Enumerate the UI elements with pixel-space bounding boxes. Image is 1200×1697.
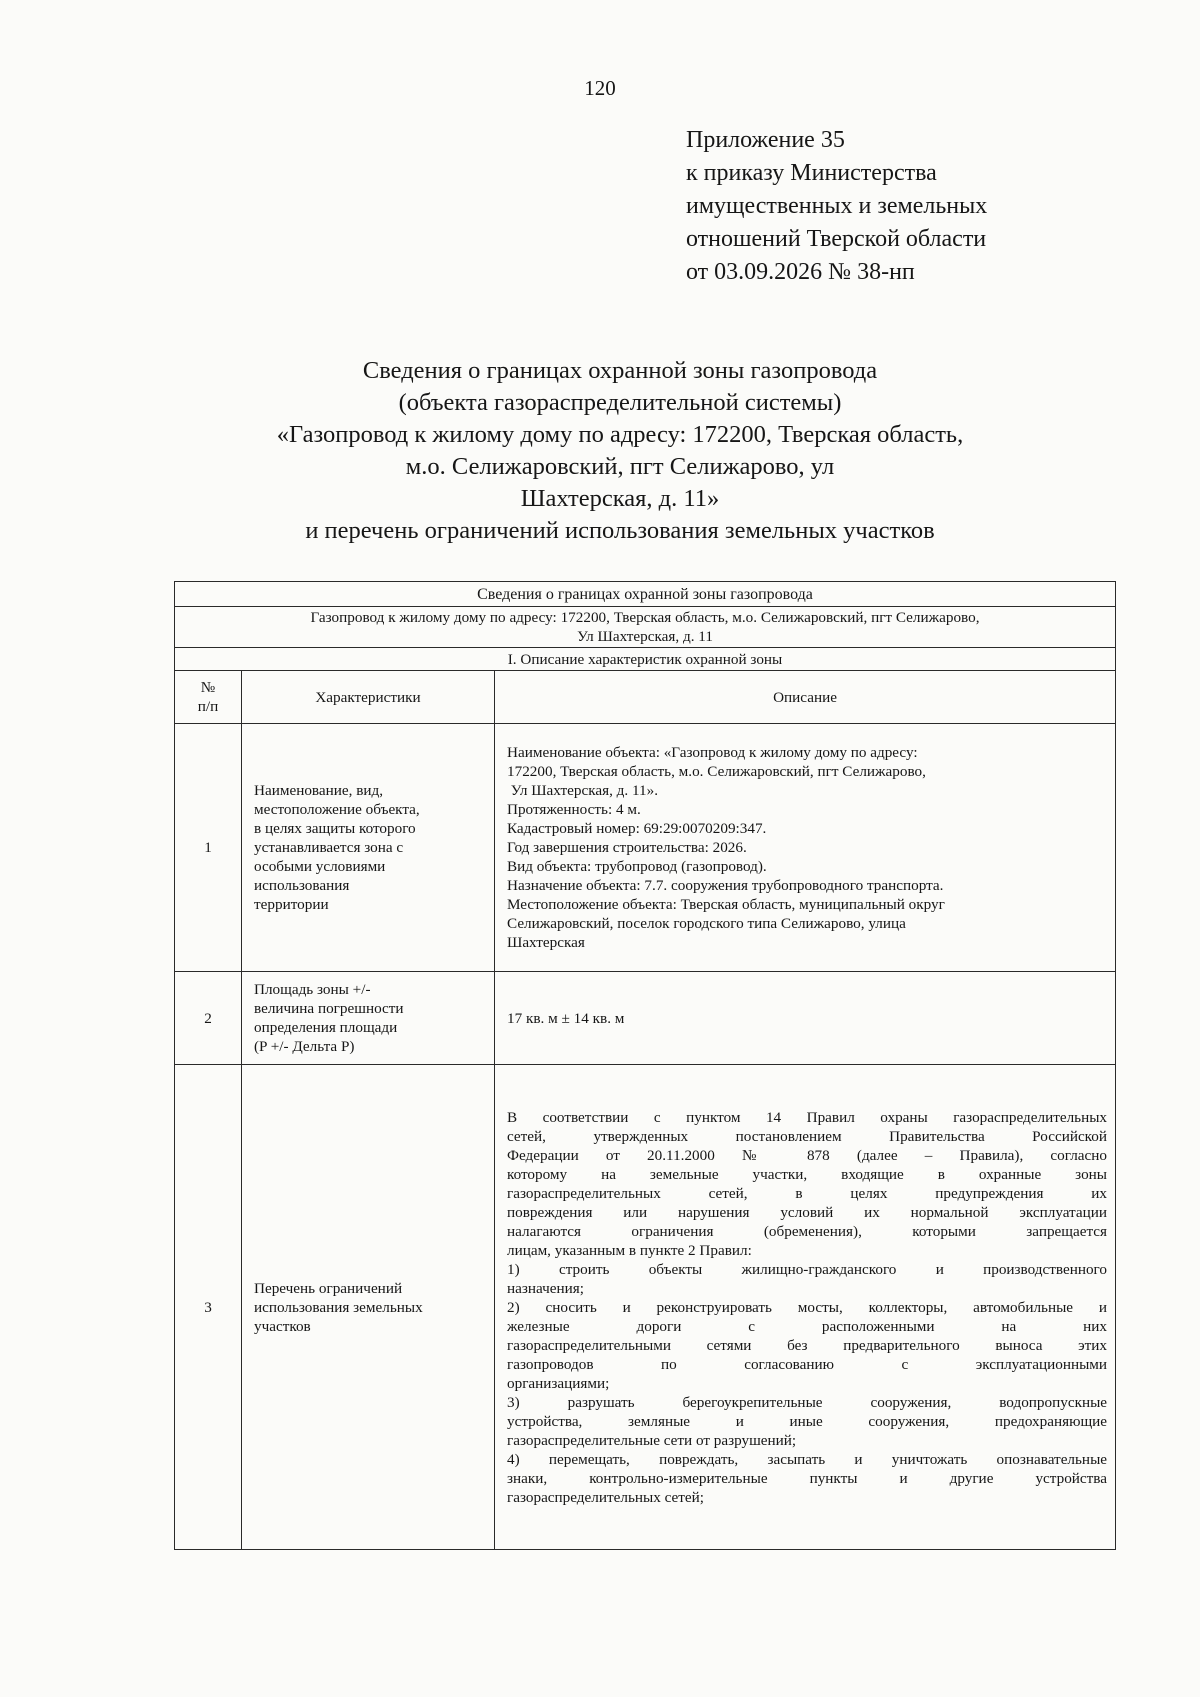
restriction-paragraph: [507, 1260, 1107, 1298]
para-line: лицам, указанным в пункте 2 Правил:: [507, 1241, 752, 1259]
para-line: организациями;: [507, 1374, 610, 1392]
row-characteristic: [242, 972, 495, 1065]
para-line: устройства, земляные и иные сооружения, предохраняющие: [507, 1412, 1108, 1430]
column-number-abbr: п/п: [197, 698, 219, 715]
column-number-header: [175, 671, 242, 724]
desc-line: Наименование объекта: «Газопровод к жилому дому по адресу:: [507, 744, 918, 761]
para-line: газораспределительных сетей, в целях предупреждения их: [507, 1184, 1108, 1202]
column-number-symbol: №: [200, 679, 216, 696]
para-line: газораспределительных сетей;: [507, 1488, 704, 1506]
table-object-row: [175, 607, 1116, 648]
title-line: (объекта газораспределительной системы): [398, 389, 842, 416]
char-line: (P +/- Дельта P): [254, 1038, 355, 1055]
page-number: 120: [584, 76, 616, 100]
table-section-title: I. Описание характеристик охранной зоны: [175, 648, 1116, 671]
desc-line: Кадастровый номер: 69:29:0070209:347.: [507, 820, 767, 837]
desc-line: Селижаровский, поселок городского типа Селижарово, улица: [507, 915, 906, 932]
row-number: 3: [175, 1065, 242, 1550]
para-line: 4) перемещать, повреждать, засыпать и уничтожать опознавательные: [507, 1450, 1108, 1468]
char-line: в целях защиты которого: [254, 820, 416, 837]
char-line: устанавливается зона с: [254, 839, 404, 856]
para-line: 2) сносить и реконструировать мосты, коллекторы, автомобильные и: [507, 1298, 1108, 1316]
title-line: Сведения о границах охранной зоны газопровода: [362, 357, 878, 384]
char-line: участков: [254, 1317, 311, 1335]
appendix-line: имущественных и земельных: [686, 193, 988, 219]
para-line: налагаются ограничения (обременения), которыми запрещается: [507, 1222, 1108, 1240]
row-description: 17 кв. м ± 14 кв. м: [495, 972, 1116, 1065]
char-line: особыми условиями: [254, 858, 386, 875]
para-line: газораспределительными сетями без предварительного выноса этих: [507, 1336, 1108, 1354]
row-description: [495, 1065, 1116, 1550]
zone-table: [174, 581, 1116, 1550]
row-number: 2: [175, 972, 242, 1065]
row-characteristic: [242, 1065, 495, 1550]
char-line: использования: [254, 877, 350, 894]
char-line: Площадь зоны +/-: [254, 981, 371, 998]
restriction-paragraph: [507, 1298, 1107, 1393]
title-line: Шахтерская, д. 11»: [520, 485, 720, 512]
para-line: Федерации от 20.11.2000 № 878 (далее – Правила), согласно: [507, 1146, 1108, 1164]
table-header-row: [175, 582, 1116, 607]
document-title: [200, 355, 1040, 547]
desc-line: 172200, Тверская область, м.о. Селижаровский, пгт Селижарово,: [507, 763, 926, 780]
object-line: Газопровод к жилому дому по адресу: 172200, Тверская область, м.о. Селижаровский, пгт Селижарово,: [310, 609, 980, 626]
desc-line: Назначение объекта: 7.7. сооружения трубопроводного транспорта.: [507, 877, 944, 894]
char-line: Наименование, вид,: [254, 782, 384, 799]
desc-line: Ул Шахтерская, д. 11».: [507, 782, 659, 799]
char-line: местоположение объекта,: [254, 801, 420, 818]
para-line: 3) разрушать берегоукрепительные сооружения, водопропускные: [507, 1393, 1108, 1411]
title-line: и перечень ограничений использования земельных участков: [305, 517, 935, 544]
para-line: железные дороги с расположенными на них: [507, 1317, 1108, 1335]
table-header: Сведения о границах охранной зоны газопровода: [175, 582, 1116, 607]
para-line: сетей, утвержденных постановлением Правительства Российской: [507, 1127, 1108, 1145]
para-line: повреждения или нарушения условий их нормальной эксплуатации: [507, 1203, 1108, 1221]
para-line: знаки, контрольно-измерительные пункты и другие устройства: [507, 1469, 1108, 1487]
desc-line: Местоположение объекта: Тверская область, муниципальный округ: [507, 896, 945, 913]
para-line: газопроводов по согласованию с эксплуатационными: [507, 1355, 1108, 1373]
para-line: газораспределительные сети от разрушений;: [507, 1431, 797, 1449]
desc-line: Протяженность: 4 м.: [507, 801, 641, 818]
para-line: назначения;: [507, 1279, 584, 1297]
restriction-paragraph: [507, 1450, 1107, 1507]
table-section-row: [175, 648, 1116, 671]
char-line: использования земельных: [254, 1298, 423, 1316]
table-row: [175, 1065, 1116, 1550]
desc-line: Шахтерская: [507, 934, 585, 951]
appendix-block: [686, 124, 987, 289]
title-line: «Газопровод к жилому дому по адресу: 172200, Тверская область,: [276, 421, 964, 448]
object-line: Ул Шахтерская, д. 11: [577, 628, 713, 645]
row-number: 1: [175, 724, 242, 972]
char-line: Перечень ограничений: [254, 1279, 403, 1297]
row-characteristic: [242, 724, 495, 972]
restriction-paragraph: [507, 1108, 1107, 1260]
column-characteristics-header: Характеристики: [242, 671, 495, 724]
para-line: В соответствии с пунктом 14 Правил охраны газораспределительных: [507, 1108, 1108, 1126]
appendix-line: к приказу Министерства: [686, 160, 937, 186]
column-description-header: Описание: [495, 671, 1116, 724]
table-row: [175, 724, 1116, 972]
para-line: 1) строить объекты жилищно-гражданского и производственного: [507, 1260, 1108, 1278]
para-line: которому на земельные участки, входящие в охранные зоны: [507, 1165, 1108, 1183]
row-description: [495, 724, 1116, 972]
appendix-line: отношений Тверской области: [686, 226, 987, 252]
desc-line: Вид объекта: трубопровод (газопровод).: [507, 858, 767, 875]
appendix-line: от 03.09.2026 № 38-нп: [686, 259, 915, 285]
restriction-paragraph: [507, 1393, 1107, 1450]
table-object-name: [175, 607, 1116, 648]
char-line: территории: [254, 896, 329, 913]
char-line: определения площади: [254, 1019, 398, 1036]
desc-line: Год завершения строительства: 2026.: [507, 839, 747, 856]
appendix-line: Приложение 35: [686, 127, 845, 153]
char-line: величина погрешности: [254, 1000, 404, 1017]
title-line: м.о. Селижаровский, пгт Селижарово, ул: [405, 453, 835, 480]
table-row: [175, 972, 1116, 1065]
table-columns-row: [175, 671, 1116, 724]
